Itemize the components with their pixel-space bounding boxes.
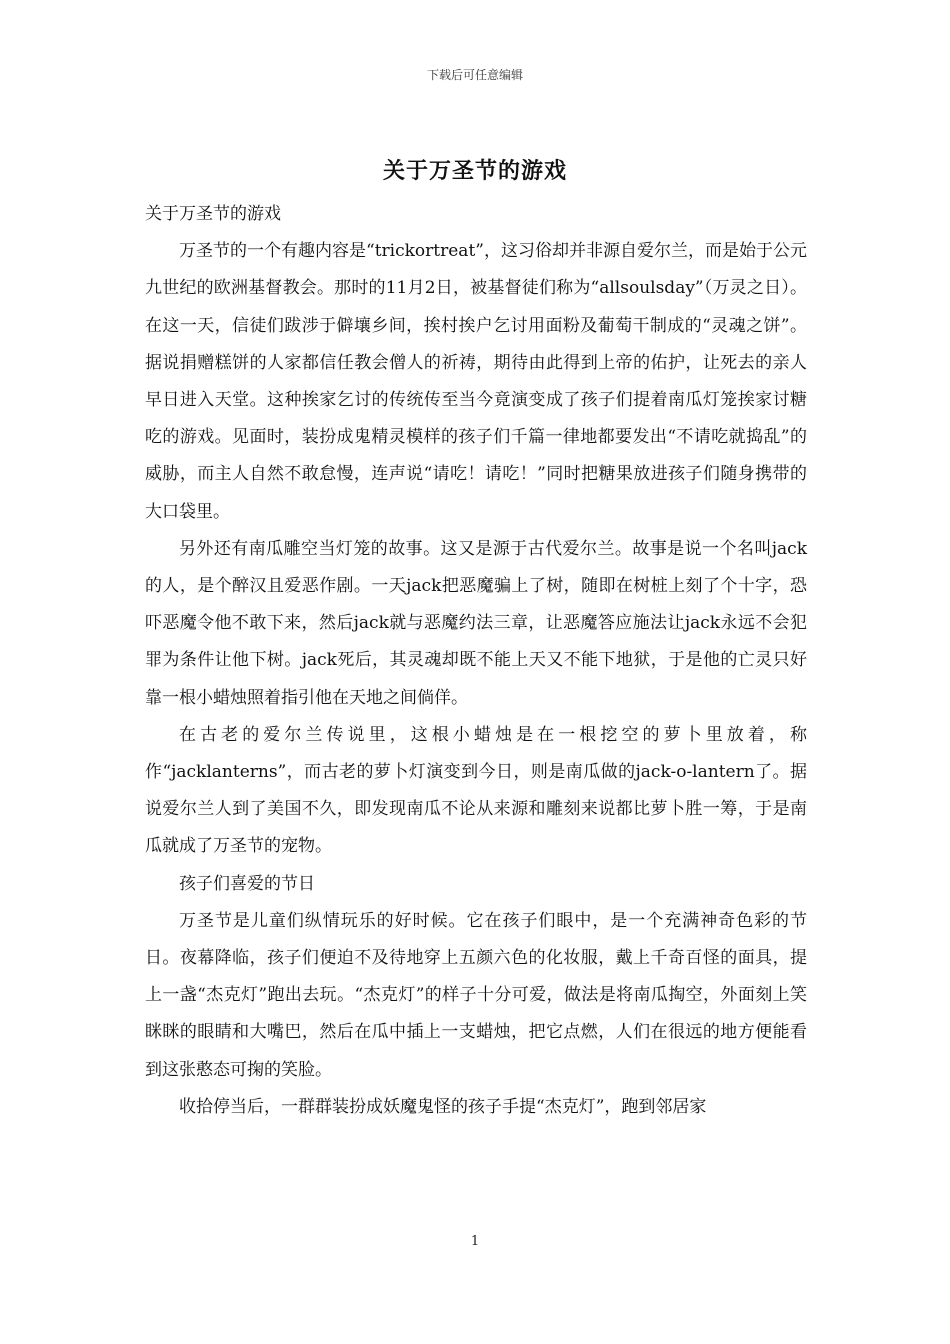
document-body <box>145 196 807 1126</box>
paragraph: 在古老的爱尔兰传说里，这根小蜡烛是在一根挖空的萝卜里放着，称作“jacklanterns”，而古老的萝卜灯演变到今日，则是南瓜做的jack-o-lantern了。据说爱尔兰人到了美国不久，即发现南瓜不论从来源和雕刻来说都比萝卜胜一筹，于是南瓜就成了万圣节的宠物。 <box>145 724 807 857</box>
paragraph: 万圣节是儿童们纵情玩乐的好时候。它在孩子们眼中，是一个充满神奇色彩的节日。夜幕降临，孩子们便迫不及待地穿上五颜六色的化妆服，戴上千奇百怪的面具，提上一盏“杰克灯”跑出去玩。“杰克灯”的样子十分可爱，做法是将南瓜掏空，外面刻上笑眯眯的眼睛和大嘴巴，然后在瓜中插上一支蜡烛，把它点燃，人们在很远的地方便能看到这张憨态可掬的笑脸。 <box>145 910 807 1080</box>
document-title: 关于万圣节的游戏 <box>382 158 567 184</box>
section-heading: 关于万圣节的游戏 <box>145 204 281 224</box>
subheading: 孩子们喜爱的节日 <box>179 873 315 894</box>
paragraph: 另外还有南瓜雕空当灯笼的故事。这又是源于古代爱尔兰。故事是说一个名叫jack的人，是个醉汉且爱恶作剧。一天jack把恶魔骗上了树，随即在树桩上刻了个十字，恐吓恶魔令他不敢下来，然后jack就与恶魔约法三章，让恶魔答应施法让jack永远不会犯罪为条件让他下树。jack死后，其灵魂却既不能上天又不能下地狱，于是他的亡灵只好靠一根小蜡烛照着指引他在天地之间倘佯。 <box>145 538 807 708</box>
page-number: 1 <box>470 1234 480 1249</box>
page-header: 下载后可任意编辑 <box>426 68 523 82</box>
paragraph: 万圣节的一个有趣内容是“trickortreat”，这习俗却并非源自爱尔兰，而是始于公元九世纪的欧洲基督教会。那时的11月2日，被基督徒们称为“allsoulsday”（万灵之日）。在这一天，信徒们跋涉于僻壤乡间，挨村挨户乞讨用面粉及葡萄干制成的“灵魂之饼”。据说捐赠糕饼的人家都信任教会僧人的祈祷，期待由此得到上帝的佑护，让死去的亲人早日进入天堂。这种挨家乞讨的传统传至当今竟演变成了孩子们提着南瓜灯笼挨家讨糖吃的游戏。见面时，装扮成鬼精灵模样的孩子们千篇一律地都要发出“不请吃就捣乱”的威胁，而主人自然不敢怠慢，连声说“请吃！请吃！”同时把糖果放进孩子们随身携带的大口袋里。 <box>145 241 807 522</box>
paragraph: 收拾停当后，一群群装扮成妖魔鬼怪的孩子手提“杰克灯”，跑到邻居家 <box>179 1096 707 1117</box>
